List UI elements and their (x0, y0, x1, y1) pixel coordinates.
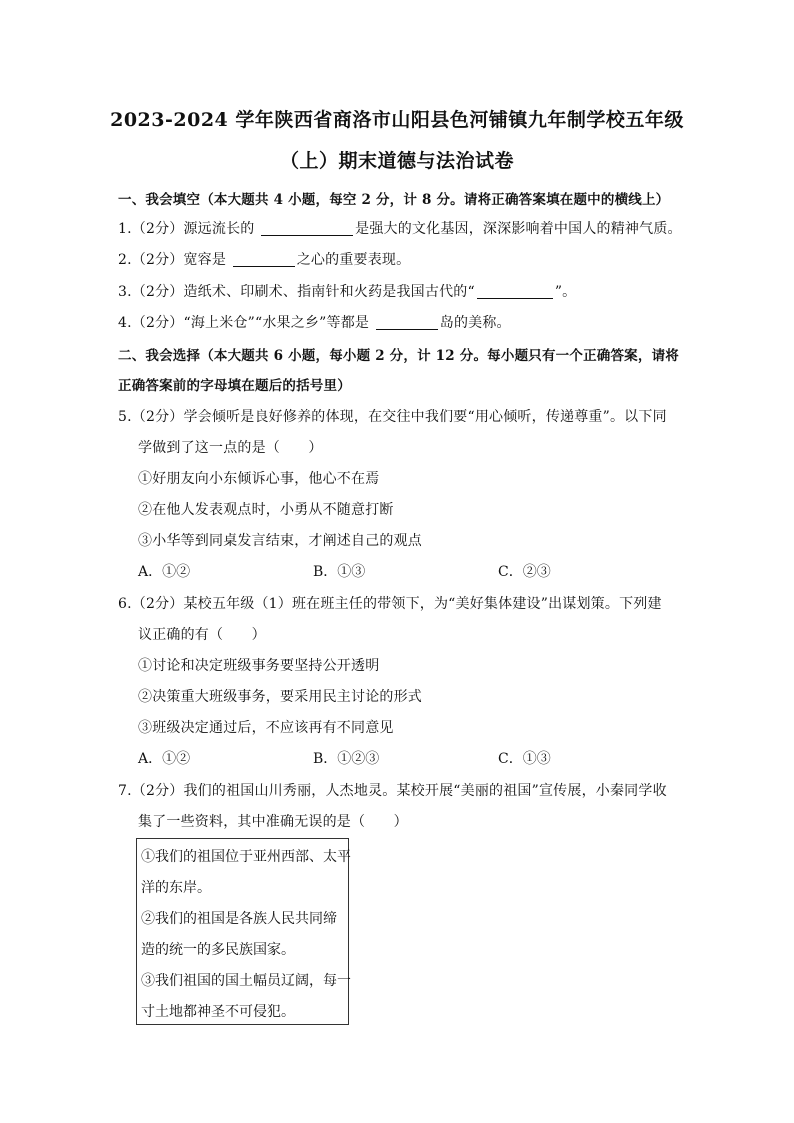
question-4-text-after: 岛的美称。 (439, 315, 511, 331)
section-1-heading: 一、我会填空（本大题共 4 小题，每空 2 分，计 8 分。请将正确答案填在题中的横线上） (118, 192, 670, 208)
question-2-text-before: 2.（2分）宽容是 (118, 252, 231, 268)
page-title-line-2: （上）期末道德与法治试卷 (279, 150, 514, 172)
question-6-option-a[interactable]: A．①② (138, 751, 191, 767)
question-5-stem-line-1: 5.（2分）学会倾听是良好修养的体现，在交往中我们要“用心倾听，传递尊重”。以下同 (118, 409, 667, 425)
question-6-stem-line-2: 议正确的有（ ） (138, 627, 266, 643)
material-line-4: 造的统一的多民族国家。 (141, 942, 295, 958)
question-7-stem-line-2: 集了一些资料，其中准确无误的是（ ） (138, 814, 408, 830)
answer-blank-2[interactable] (233, 252, 295, 267)
section-2-heading-line-2: 正确答案前的字母填在题后的括号里） (118, 378, 351, 394)
question-5-option-a[interactable]: A．①② (138, 564, 191, 580)
question-5-option-b[interactable]: B．①③ (313, 564, 366, 580)
material-line-5: ③我们祖国的国土幅员辽阔，每一 (141, 973, 351, 989)
material-line-6: 寸土地都神圣不可侵犯。 (141, 1004, 295, 1020)
question-5-item-1: ①好朋友向小东倾诉心事，他心不在焉 (138, 471, 380, 487)
question-3 (118, 281, 576, 301)
question-5-item-2: ②在他人发表观点时，小勇从不随意打断 (138, 502, 394, 518)
question-6-item-3: ③班级决定通过后，不应该再有不同意见 (138, 720, 394, 736)
material-line-2: 洋的东岸。 (141, 880, 211, 896)
material-line-1: ①我们的祖国位于亚州西部、太平 (141, 849, 351, 865)
question-4-text-before: 4.（2分）“海上米仓”“水果之乡”等都是 (118, 315, 374, 331)
question-3-text-after: ”。 (554, 284, 577, 300)
question-5-option-c[interactable]: C．②③ (498, 564, 551, 580)
question-7-material-box (136, 838, 349, 1025)
question-7-stem-line-1: 7.（2分）我们的祖国山川秀丽，人杰地灵。某校开展“美丽的祖国”宣传展，小秦同学收 (118, 783, 667, 799)
question-2-text-after: 之心的重要表现。 (296, 252, 411, 268)
question-1-text-after: 是强大的文化基因，深深影响着中国人的精神气质。 (355, 221, 682, 237)
question-6-item-1: ①讨论和决定班级事务要坚持公开透明 (138, 658, 380, 674)
question-4 (118, 312, 511, 332)
question-6-stem-line-1: 6.（2分）某校五年级（1）班在班主任的带领下，为“美好集体建设”出谋划策。下列建 (118, 596, 662, 612)
question-3-text-before: 3.（2分）造纸术、印刷术、指南针和火药是我国古代的“ (118, 284, 475, 300)
question-1-text-before: 1.（2分）源远流长的 (118, 221, 260, 237)
material-line-3: ②我们的祖国是各族人民共同缔 (141, 911, 337, 927)
section-2-heading-line-1: 二、我会选择（本大题共 6 小题，每小题 2 分，计 12 分。每小题只有一个正确答案，请将 (118, 348, 679, 364)
answer-blank-1[interactable] (261, 221, 353, 236)
answer-blank-3[interactable] (477, 284, 553, 299)
question-1 (118, 218, 682, 238)
question-5-stem-line-2: 学做到了这一点的是（ ） (138, 440, 323, 456)
question-6-option-b[interactable]: B．①②③ (313, 751, 380, 767)
page-title-line-1: 2023-2024 学年陕西省商洛市山阳县色河铺镇九年制学校五年级 (110, 109, 684, 131)
question-2 (118, 249, 410, 269)
question-6-item-2: ②决策重大班级事务，要采用民主讨论的形式 (138, 689, 422, 705)
answer-blank-4[interactable] (376, 315, 438, 330)
question-5-item-3: ③小华等到同桌发言结束，才阐述自己的观点 (138, 533, 422, 549)
question-6-option-c[interactable]: C．①③ (498, 751, 551, 767)
